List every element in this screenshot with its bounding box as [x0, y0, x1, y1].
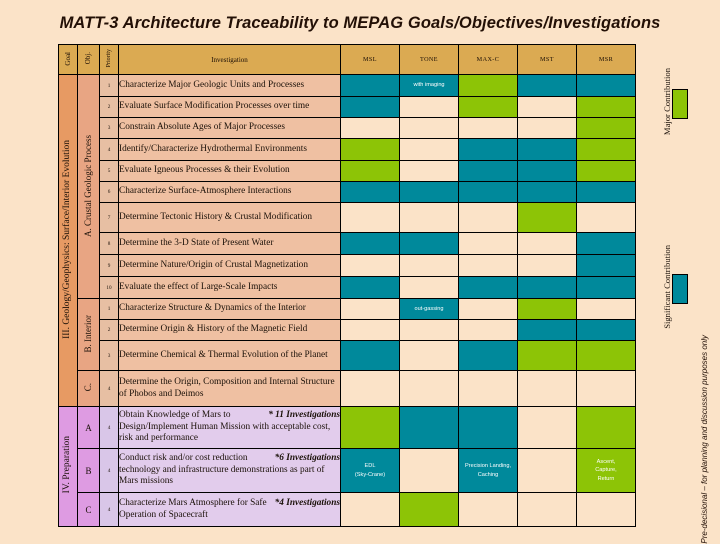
matrix-cell-tone — [400, 320, 459, 341]
matrix-cell-max-c — [459, 341, 518, 371]
matrix-cell-tone: with imaging — [400, 75, 459, 97]
matrix-cell-msr — [577, 371, 636, 407]
matrix-cell-msr — [577, 118, 636, 139]
matrix-cell-mst — [518, 161, 577, 182]
table-row — [59, 320, 636, 341]
table-row — [59, 493, 636, 527]
matrix-cell-msr — [577, 97, 636, 118]
matrix-cell-msr — [577, 299, 636, 320]
investigation-cell: Determine Chemical & Thermal Evolution of the Planet — [119, 341, 341, 371]
priority-cell: 4 — [100, 493, 119, 527]
matrix-cell-max-c — [459, 118, 518, 139]
matrix-cell-max-c — [459, 277, 518, 299]
legend-entry-major — [662, 68, 688, 140]
matrix-cell-max-c — [459, 255, 518, 277]
priority-cell: 6 — [100, 182, 119, 203]
matrix-cell-msl — [341, 341, 400, 371]
investigation-cell: *4 Investigations Characterize Mars Atmosphere for Safe Operation of Spacecraft — [119, 493, 341, 527]
table-row — [59, 118, 636, 139]
matrix-cell-max-c — [459, 139, 518, 161]
matrix-cell-msl — [341, 493, 400, 527]
priority-cell: 1 — [100, 299, 119, 320]
matrix-cell-msr — [577, 320, 636, 341]
table-row — [59, 161, 636, 182]
matrix-cell-msl — [341, 75, 400, 97]
table-row — [59, 139, 636, 161]
matrix-cell-tone: out-gassing — [400, 299, 459, 320]
matrix-cell-mst — [518, 493, 577, 527]
matrix-cell-msr — [577, 493, 636, 527]
matrix-cell-max-c — [459, 320, 518, 341]
matrix-cell-msl — [341, 320, 400, 341]
matrix-cell-max-c — [459, 371, 518, 407]
matrix-cell-msl — [341, 233, 400, 255]
priority-cell: 1 — [100, 75, 119, 97]
matrix-cell-mst — [518, 182, 577, 203]
table-row — [59, 341, 636, 371]
legend-label-significant: Significant Contribution — [662, 245, 672, 329]
matrix-cell-mst — [518, 299, 577, 320]
priority-cell: 7 — [100, 203, 119, 233]
matrix-cell-mst — [518, 97, 577, 118]
priority-cell: 3 — [100, 341, 119, 371]
header-priority-label: Priority — [106, 49, 112, 68]
matrix-cell-max-c — [459, 299, 518, 320]
investigation-cell: Evaluate Igneous Processes & their Evolution — [119, 161, 341, 182]
matrix-cell-tone — [400, 493, 459, 527]
header-goal-label: Goal — [63, 51, 72, 66]
matrix-cell-max-c — [459, 182, 518, 203]
priority-cell: 4 — [100, 139, 119, 161]
table-row — [59, 449, 636, 493]
goal-geology-label: III. Geology/Geophysics: Surface/Interior Evolution — [62, 139, 73, 339]
header-mission-msr: MSR — [577, 45, 636, 75]
matrix-cell-tone — [400, 118, 459, 139]
header-goal — [59, 45, 78, 75]
table-row — [59, 371, 636, 407]
investigation-note: *4 Investigations — [274, 497, 340, 508]
investigation-cell: Constrain Absolute Ages of Major Processes — [119, 118, 341, 139]
matrix-cell-mst — [518, 118, 577, 139]
matrix-cell-tone — [400, 341, 459, 371]
table-row — [59, 407, 636, 449]
objective-prep-b — [78, 449, 100, 493]
investigation-note: *6 Investigations — [274, 453, 340, 464]
objective-prep-a-label: A — [85, 422, 92, 433]
investigation-cell: Determine Origin & History of the Magnetic Field — [119, 320, 341, 341]
matrix-cell-msl — [341, 203, 400, 233]
matrix-cell-max-c — [459, 161, 518, 182]
matrix-cell-msr — [577, 341, 636, 371]
traceability-matrix — [58, 44, 636, 527]
header-objective — [78, 45, 100, 75]
table-row — [59, 182, 636, 203]
matrix-cell-max-c — [459, 493, 518, 527]
matrix-cell-mst — [518, 255, 577, 277]
matrix-cell-tone — [400, 182, 459, 203]
matrix-cell-tone — [400, 407, 459, 449]
header-mission-tone: TONE — [400, 45, 459, 75]
legend-swatch-major — [672, 89, 688, 119]
table-row — [59, 255, 636, 277]
investigation-cell: * 11 Investigations Obtain Knowledge of Mars to Design/Implement Human Mission with acceptable cost, risk and performance — [119, 407, 341, 449]
matrix-cell-msl — [341, 407, 400, 449]
matrix-cell-max-c — [459, 233, 518, 255]
matrix-cell-mst — [518, 407, 577, 449]
matrix-cell-msl — [341, 255, 400, 277]
legend-entry-significant — [662, 245, 688, 334]
matrix-cell-msl — [341, 139, 400, 161]
priority-cell: 4 — [100, 449, 119, 493]
header-mission-msl: MSL — [341, 45, 400, 75]
matrix-cell-tone — [400, 255, 459, 277]
matrix-cell-max-c — [459, 97, 518, 118]
priority-cell: 9 — [100, 255, 119, 277]
matrix-cell-tone — [400, 371, 459, 407]
investigation-cell: Characterize Major Geologic Units and Processes — [119, 75, 341, 97]
investigation-cell: *6 Investigations Conduct risk and/or cost reduction technology and infrastructure demonstrations as part of Mars missions — [119, 449, 341, 493]
matrix-cell-tone — [400, 449, 459, 493]
priority-cell: 10 — [100, 277, 119, 299]
table-row — [59, 75, 636, 97]
page-title: MATT-3 Architecture Traceability to MEPAG Goals/Objectives/Investigations — [59, 14, 661, 32]
matrix-cell-mst — [518, 277, 577, 299]
header-mission-maxc: MAX-C — [459, 45, 518, 75]
legend-label-major: Major Contribution — [662, 68, 672, 136]
legend-swatch-significant — [672, 274, 688, 304]
matrix-cell-msl: EDL (Sky-Crane) — [341, 449, 400, 493]
matrix-cell-msl — [341, 97, 400, 118]
investigation-cell: Determine the 3-D State of Present Water — [119, 233, 341, 255]
table-row — [59, 233, 636, 255]
matrix-cell-msl — [341, 299, 400, 320]
investigation-cell: Characterize Surface-Atmosphere Interactions — [119, 182, 341, 203]
objective-a-crustal — [78, 75, 100, 299]
footer-disclaimer: Pre-decisional – for planning and discussion purposes only — [700, 335, 709, 544]
matrix-cell-mst — [518, 341, 577, 371]
header-investigation: Investigation — [119, 45, 341, 75]
matrix-cell-msl — [341, 161, 400, 182]
investigation-cell: Evaluate the effect of Large-Scale Impacts — [119, 277, 341, 299]
goal-preparation-label: IV. Preparation — [62, 436, 73, 494]
matrix-cell-mst — [518, 203, 577, 233]
matrix-cell-max-c — [459, 407, 518, 449]
matrix-cell-msr — [577, 277, 636, 299]
header-objective-label: Obj. — [84, 52, 92, 65]
matrix-body — [59, 75, 636, 527]
matrix-cell-msr — [577, 203, 636, 233]
matrix-cell-msr — [577, 182, 636, 203]
investigation-cell: Evaluate Surface Modification Processes over time — [119, 97, 341, 118]
matrix-cell-mst — [518, 139, 577, 161]
matrix-cell-mst — [518, 449, 577, 493]
priority-cell: 8 — [100, 233, 119, 255]
goal-geology — [59, 75, 78, 407]
investigation-cell: Determine Nature/Origin of Crustal Magnetization — [119, 255, 341, 277]
matrix-header-row — [59, 45, 636, 75]
matrix-cell-msl — [341, 277, 400, 299]
priority-cell: 4 — [100, 371, 119, 407]
matrix-cell-max-c: Precision Landing, Caching — [459, 449, 518, 493]
matrix-cell-msl — [341, 118, 400, 139]
objective-a-crustal-label: A. Crustal Geologic Process — [83, 134, 93, 237]
table-row — [59, 277, 636, 299]
matrix-cell-mst — [518, 371, 577, 407]
priority-cell: 4 — [100, 407, 119, 449]
investigation-cell: Characterize Structure & Dynamics of the Interior — [119, 299, 341, 320]
table-row — [59, 203, 636, 233]
matrix-cell-tone — [400, 233, 459, 255]
matrix-cell-msr — [577, 407, 636, 449]
table-row — [59, 299, 636, 320]
objective-prep-c-label: C — [85, 504, 92, 515]
goal-preparation — [59, 407, 78, 527]
matrix-cell-msl — [341, 182, 400, 203]
matrix-cell-msr: Ascent, Capture, Return — [577, 449, 636, 493]
investigation-cell: Identify/Characterize Hydrothermal Environments — [119, 139, 341, 161]
priority-cell: 2 — [100, 97, 119, 118]
matrix-cell-msr — [577, 139, 636, 161]
matrix-cell-mst — [518, 320, 577, 341]
matrix-cell-tone — [400, 203, 459, 233]
matrix-cell-msr — [577, 161, 636, 182]
objective-prep-a — [78, 407, 100, 449]
header-mission-mst: MST — [518, 45, 577, 75]
objective-b-interior-label: B. Interior — [83, 314, 93, 353]
objective-c — [78, 371, 100, 407]
objective-prep-b-label: B — [85, 465, 92, 476]
matrix-cell-tone — [400, 97, 459, 118]
priority-cell: 5 — [100, 161, 119, 182]
matrix-cell-tone — [400, 161, 459, 182]
table-row — [59, 97, 636, 118]
matrix-cell-tone — [400, 139, 459, 161]
investigation-note: * 11 Investigations — [268, 410, 340, 421]
matrix-cell-mst — [518, 75, 577, 97]
objective-b-interior — [78, 299, 100, 371]
header-priority — [100, 45, 119, 75]
matrix-cell-max-c — [459, 203, 518, 233]
matrix-cell-tone — [400, 277, 459, 299]
investigation-cell: Determine Tectonic History & Crustal Modification — [119, 203, 341, 233]
matrix-cell-max-c — [459, 75, 518, 97]
investigation-cell: Determine the Origin, Composition and Internal Structure of Phobos and Deimos — [119, 371, 341, 407]
legend — [662, 40, 718, 510]
matrix-cell-msr — [577, 255, 636, 277]
objective-prep-c — [78, 493, 100, 527]
priority-cell: 2 — [100, 320, 119, 341]
objective-c-label: C. — [83, 383, 93, 392]
matrix-cell-msr — [577, 233, 636, 255]
matrix-cell-msl — [341, 371, 400, 407]
priority-cell: 3 — [100, 118, 119, 139]
matrix-cell-mst — [518, 233, 577, 255]
matrix-cell-msr — [577, 75, 636, 97]
